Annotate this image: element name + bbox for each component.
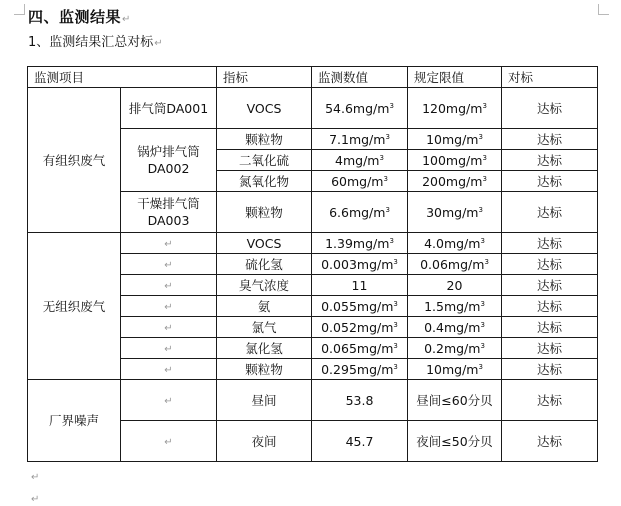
empty-source-cell: ↵	[121, 233, 217, 254]
margin-corner-mark	[598, 4, 609, 15]
category-unorganized: 无组织废气	[28, 233, 121, 380]
compare-cell: 达标	[502, 88, 598, 129]
indicator-cell: VOCS	[217, 88, 312, 129]
paragraph-mark: ↵	[154, 38, 163, 49]
indicator-cell: VOCS	[217, 233, 312, 254]
compare-cell: 达标	[502, 171, 598, 192]
limit-cell: $1.5mg/m^3$	[408, 296, 502, 317]
value-cell: 53.8	[312, 380, 408, 421]
table-row	[28, 233, 598, 254]
empty-source-cell: ↵	[121, 421, 217, 462]
empty-source-cell: ↵	[121, 380, 217, 421]
source-cell: 干燥排气筒DA003	[121, 192, 217, 233]
value-cell: $1.39mg/m^3$	[312, 233, 408, 254]
limit-cell: 昼间≤60分贝	[408, 380, 502, 421]
compare-cell: 达标	[502, 233, 598, 254]
indicator-cell: 颗粒物	[217, 192, 312, 233]
indicator-cell: 氨	[217, 296, 312, 317]
value-cell: 45.7	[312, 421, 408, 462]
indicator-cell: 颗粒物	[217, 129, 312, 150]
empty-source-cell: ↵	[121, 359, 217, 380]
empty-source-cell: ↵	[121, 275, 217, 296]
value-cell: $0.295mg/m^3$	[312, 359, 408, 380]
limit-cell: 20	[408, 275, 502, 296]
paragraph-mark: ↵	[31, 472, 40, 483]
paragraph-mark: ↵	[31, 494, 40, 505]
limit-cell: $0.4mg/m^3$	[408, 317, 502, 338]
header-indicator: 指标	[217, 67, 312, 88]
compare-cell: 达标	[502, 150, 598, 171]
indicator-cell: 氮氧化物	[217, 171, 312, 192]
indicator-cell: 夜间	[217, 421, 312, 462]
header-compare: 对标	[502, 67, 598, 88]
empty-source-cell: ↵	[121, 317, 217, 338]
table-row	[28, 67, 598, 88]
value-cell: $60mg/m^3$	[312, 171, 408, 192]
header-value: 监测数值	[312, 67, 408, 88]
header-item: 监测项目	[28, 67, 217, 88]
compare-cell: 达标	[502, 317, 598, 338]
subsection-title: 1、监测结果汇总对标↵	[28, 35, 163, 50]
compare-cell: 达标	[502, 338, 598, 359]
section-title: 四、监测结果↵	[28, 8, 131, 26]
category-organized: 有组织废气	[28, 88, 121, 233]
limit-cell: $10mg/m^3$	[408, 129, 502, 150]
empty-source-cell: ↵	[121, 338, 217, 359]
limit-cell: 夜间≤50分贝	[408, 421, 502, 462]
value-cell: $0.003mg/m^3$	[312, 254, 408, 275]
value-cell: $0.052mg/m^3$	[312, 317, 408, 338]
indicator-cell: 昼间	[217, 380, 312, 421]
limit-cell: $100mg/m^3$	[408, 150, 502, 171]
value-cell: $54.6mg/m^3$	[312, 88, 408, 129]
header-limit: 规定限值	[408, 67, 502, 88]
limit-cell: $120mg/m^3$	[408, 88, 502, 129]
margin-corner-mark	[14, 4, 25, 15]
empty-source-cell: ↵	[121, 254, 217, 275]
indicator-cell: 氯化氢	[217, 338, 312, 359]
limit-cell: $10mg/m^3$	[408, 359, 502, 380]
value-cell: $7.1mg/m^3$	[312, 129, 408, 150]
compare-cell: 达标	[502, 359, 598, 380]
compare-cell: 达标	[502, 275, 598, 296]
table-row	[28, 380, 598, 421]
value-cell: $4mg/m^3$	[312, 150, 408, 171]
source-cell: 锅炉排气筒DA002	[121, 129, 217, 192]
compare-cell: 达标	[502, 296, 598, 317]
limit-cell: $0.06mg/m^3$	[408, 254, 502, 275]
limit-cell: $30mg/m^3$	[408, 192, 502, 233]
compare-cell: 达标	[502, 129, 598, 150]
value-cell: 11	[312, 275, 408, 296]
limit-cell: $4.0mg/m^3$	[408, 233, 502, 254]
source-cell: 排气筒DA001	[121, 88, 217, 129]
value-cell: $0.065mg/m^3$	[312, 338, 408, 359]
category-noise: 厂界噪声	[28, 380, 121, 462]
value-cell: $6.6mg/m^3$	[312, 192, 408, 233]
limit-cell: $0.2mg/m^3$	[408, 338, 502, 359]
limit-cell: $200mg/m^3$	[408, 171, 502, 192]
results-table	[27, 66, 598, 462]
empty-source-cell: ↵	[121, 296, 217, 317]
indicator-cell: 臭气浓度	[217, 275, 312, 296]
paragraph-mark: ↵	[122, 14, 131, 25]
value-cell: $0.055mg/m^3$	[312, 296, 408, 317]
indicator-cell: 硫化氢	[217, 254, 312, 275]
indicator-cell: 颗粒物	[217, 359, 312, 380]
compare-cell: 达标	[502, 254, 598, 275]
compare-cell: 达标	[502, 380, 598, 421]
compare-cell: 达标	[502, 421, 598, 462]
table-row	[28, 88, 598, 129]
indicator-cell: 氯气	[217, 317, 312, 338]
indicator-cell: 二氧化硫	[217, 150, 312, 171]
compare-cell: 达标	[502, 192, 598, 233]
